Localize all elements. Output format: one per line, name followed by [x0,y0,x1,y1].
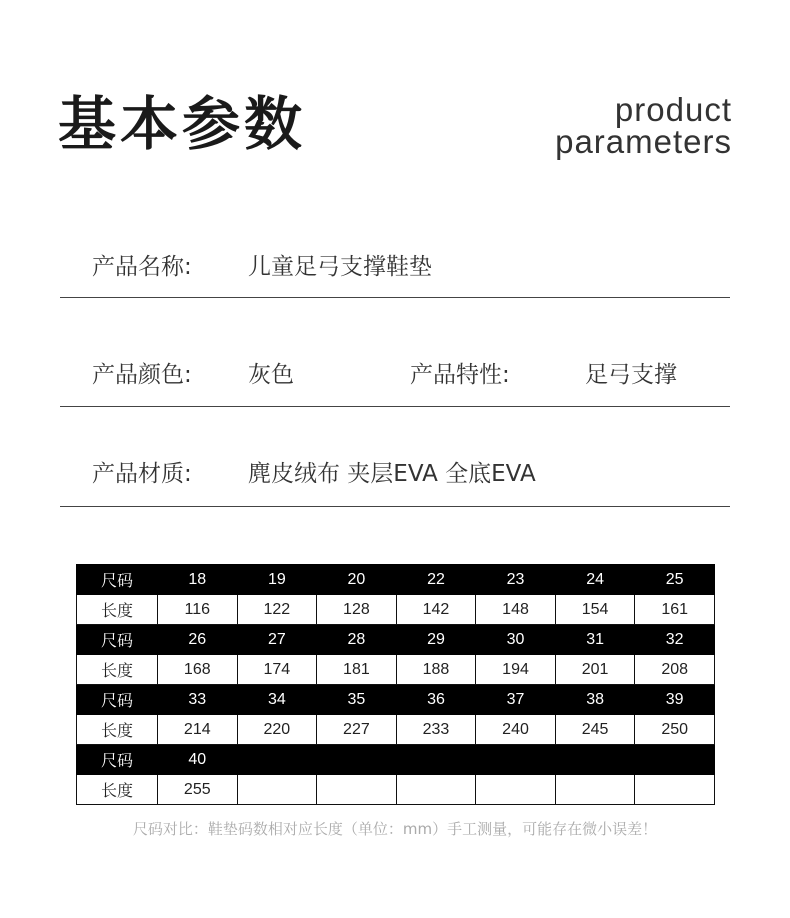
size-value-cell: 28 [317,625,397,655]
length-value-cell: 181 [317,655,397,685]
size-value-cell [317,745,397,775]
size-value-cell: 24 [555,565,635,595]
length-value-cell: 208 [635,655,715,685]
length-label-cell: 长度 [77,595,158,625]
product-name-label: 产品名称: [92,254,192,280]
length-value-cell: 227 [317,715,397,745]
length-value-cell: 168 [158,655,238,685]
size-value-cell: 39 [635,685,715,715]
size-value-cell: 18 [158,565,238,595]
size-value-cell: 37 [476,685,556,715]
length-value-cell [635,775,715,805]
product-material-value: 麂皮绒布 夹层EVA 全底EVA [248,461,536,487]
size-value-cell: 35 [317,685,397,715]
size-value-cell: 36 [396,685,476,715]
size-value-cell: 25 [635,565,715,595]
size-row [77,625,715,655]
size-value-cell: 30 [476,625,556,655]
size-value-cell: 26 [158,625,238,655]
size-value-cell: 34 [237,685,317,715]
length-value-cell: 161 [635,595,715,625]
measurement-note: 尺码对比：鞋垫码数相对应长度（单位：mm）手工测量，可能存在微小误差！ [132,820,658,838]
size-label-cell: 尺码 [77,625,158,655]
size-value-cell: 32 [635,625,715,655]
size-value-cell: 19 [237,565,317,595]
length-value-cell [317,775,397,805]
product-color-value: 灰色 [248,362,294,388]
product-name-value: 儿童足弓支撑鞋垫 [248,254,432,280]
size-value-cell [476,745,556,775]
size-value-cell: 31 [555,625,635,655]
subtitle-line-1: product [614,91,732,128]
product-feature-label: 产品特性: [410,362,510,388]
size-label-cell: 尺码 [77,565,158,595]
length-value-cell: 233 [396,715,476,745]
size-value-cell: 23 [476,565,556,595]
size-value-cell [237,745,317,775]
length-value-cell [237,775,317,805]
length-value-cell [555,775,635,805]
product-material-row [60,455,730,507]
length-value-cell: 194 [476,655,556,685]
length-value-cell [476,775,556,805]
subtitle-line-2: parameters [555,123,732,160]
size-value-cell [635,745,715,775]
length-value-cell: 255 [158,775,238,805]
length-value-cell [396,775,476,805]
length-label-cell: 长度 [77,655,158,685]
length-value-cell: 174 [237,655,317,685]
page-title: 基本参数 [58,90,307,158]
size-row [77,685,715,715]
length-row [77,595,715,625]
length-value-cell: 214 [158,715,238,745]
size-value-cell [396,745,476,775]
size-row [77,565,715,595]
size-value-cell: 27 [237,625,317,655]
length-value-cell: 122 [237,595,317,625]
page-subtitle [555,91,732,160]
size-row [77,745,715,775]
size-table [76,564,715,805]
product-feature-value: 足弓支撑 [585,362,677,388]
product-material-label: 产品材质: [92,461,192,487]
length-row [77,775,715,805]
length-value-cell: 201 [555,655,635,685]
length-row [77,655,715,685]
length-value-cell: 220 [237,715,317,745]
size-value-cell: 33 [158,685,238,715]
length-label-cell: 长度 [77,775,158,805]
size-value-cell: 20 [317,565,397,595]
product-color-row [60,356,730,407]
size-value-cell: 40 [158,745,238,775]
size-value-cell: 38 [555,685,635,715]
length-value-cell: 154 [555,595,635,625]
size-label-cell: 尺码 [77,685,158,715]
length-value-cell: 148 [476,595,556,625]
length-value-cell: 245 [555,715,635,745]
length-value-cell: 116 [158,595,238,625]
product-color-label: 产品颜色: [92,362,192,388]
length-value-cell: 128 [317,595,397,625]
length-label-cell: 长度 [77,715,158,745]
size-value-cell [555,745,635,775]
length-value-cell: 240 [476,715,556,745]
length-row [77,715,715,745]
length-value-cell: 142 [396,595,476,625]
size-label-cell: 尺码 [77,745,158,775]
size-value-cell: 29 [396,625,476,655]
size-value-cell: 22 [396,565,476,595]
product-name-row [60,248,730,298]
length-value-cell: 188 [396,655,476,685]
length-value-cell: 250 [635,715,715,745]
